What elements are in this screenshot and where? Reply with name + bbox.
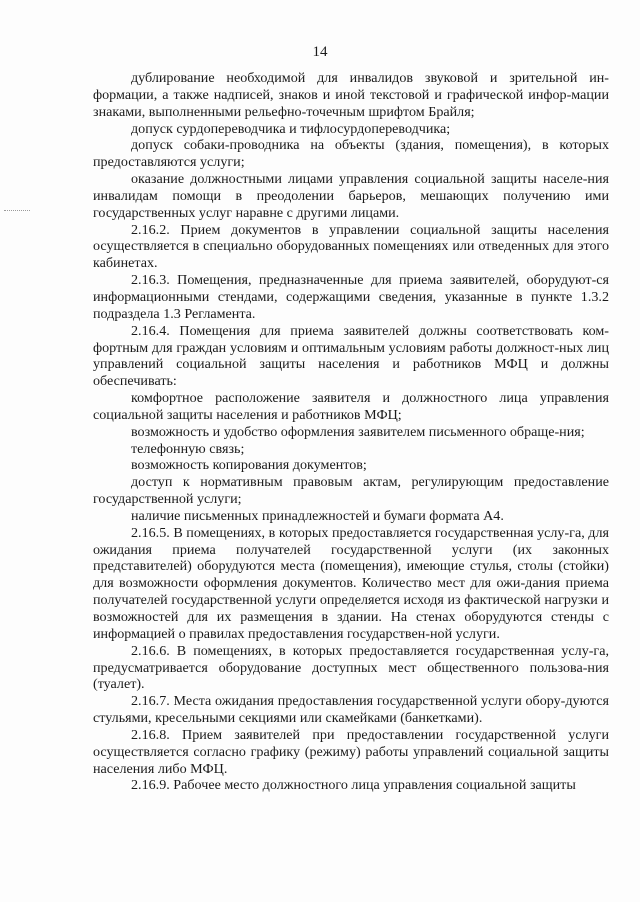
paragraph: дублирование необходимой для инвалидов звуковой и зрительной ин-формации, а также надписей, знаков и иной текстовой и графической инфор-мации знаками, выполненными рельефно-точечным шрифтом Брайля; — [93, 70, 609, 120]
paragraph: доступ к нормативным правовым актам, регулирующим предоставление государственной услуги; — [93, 474, 609, 508]
paragraph: 2.16.7. Места ожидания предоставления государственной услуги обору-дуются стульями, кресельными секциями или скамейками (банкетками). — [93, 693, 609, 727]
paragraph: комфортное расположение заявителя и должностного лица управления социальной защиты населения и работников МФЦ; — [93, 390, 609, 423]
paragraph: допуск сурдопереводчика и тифлосурдопереводчика; — [131, 120, 451, 137]
paragraph: 2.16.2. Прием документов в управлении социальной защиты населения осуществляется в специально оборудованных помещениях или отведенных для этого кабинетах. — [93, 221, 609, 272]
document-text — [93, 70, 609, 794]
paragraph: 2.16.3. Помещения, предназначенные для приема заявителей, оборудуют-ся информационными стендами, содержащими сведения, указанные в пункте 1.3.2 подраздела 1.3 Регламента. — [93, 272, 609, 322]
margin-mark — [4, 210, 30, 212]
page-number: 14 — [312, 44, 328, 60]
paragraph: 2.16.8. Прием заявителей при предоставлении государственной услуги осуществляется согласно графику (режиму) работы управлений социальной защиты населения либо МФЦ. — [93, 726, 609, 777]
paragraph: оказание должностными лицами управления социальной защиты населе-ния инвалидам помощи в преодолении барьеров, мешающих получению ими государственных услуг наравне с другими лицами. — [93, 171, 609, 221]
paragraph: допуск собаки-проводника на объекты (здания, помещения), в которых предоставляются услуги; — [93, 137, 609, 171]
paragraph: 2.16.5. В помещениях, в которых предоставляется государственная услу-га, для ожидания приема получателей государственной услуги (их законных представителей) оборудуются места (помещения), имеющие стулья, столы (стойки) для возможности оформления документов. Количество мест для ожи-дания приема получателей государственной услуги определяется исходя из фактической нагрузки и возможностей для их размещения в здании. На стенах оборудуются стенды с информацией о правилах предоставления государствен-ной услуги. — [93, 524, 609, 642]
paragraph: телефонную связь; — [131, 440, 245, 457]
paragraph: возможность копирования документов; — [131, 457, 367, 474]
paragraph: 2.16.6. В помещениях, в которых предоставляется государственная услу-га, предусматривается оборудование доступных мест общественного пользова-ния (туалет). — [93, 642, 609, 693]
paragraph: возможность и удобство оформления заявителем письменного обраще-ния; — [131, 423, 585, 440]
paragraph: 2.16.9. Рабочее место должностного лица управления социальной защиты — [131, 777, 576, 794]
paragraph: наличие письменных принадлежностей и бумаги формата А4. — [131, 507, 504, 524]
paragraph: 2.16.4. Помещения для приема заявителей должны соответствовать ком-фортным для граждан условиям и оптимальным условиям работы должност-ных лиц управлений социальной защиты населения и работников МФЦ и должны обеспечивать: — [93, 322, 609, 390]
